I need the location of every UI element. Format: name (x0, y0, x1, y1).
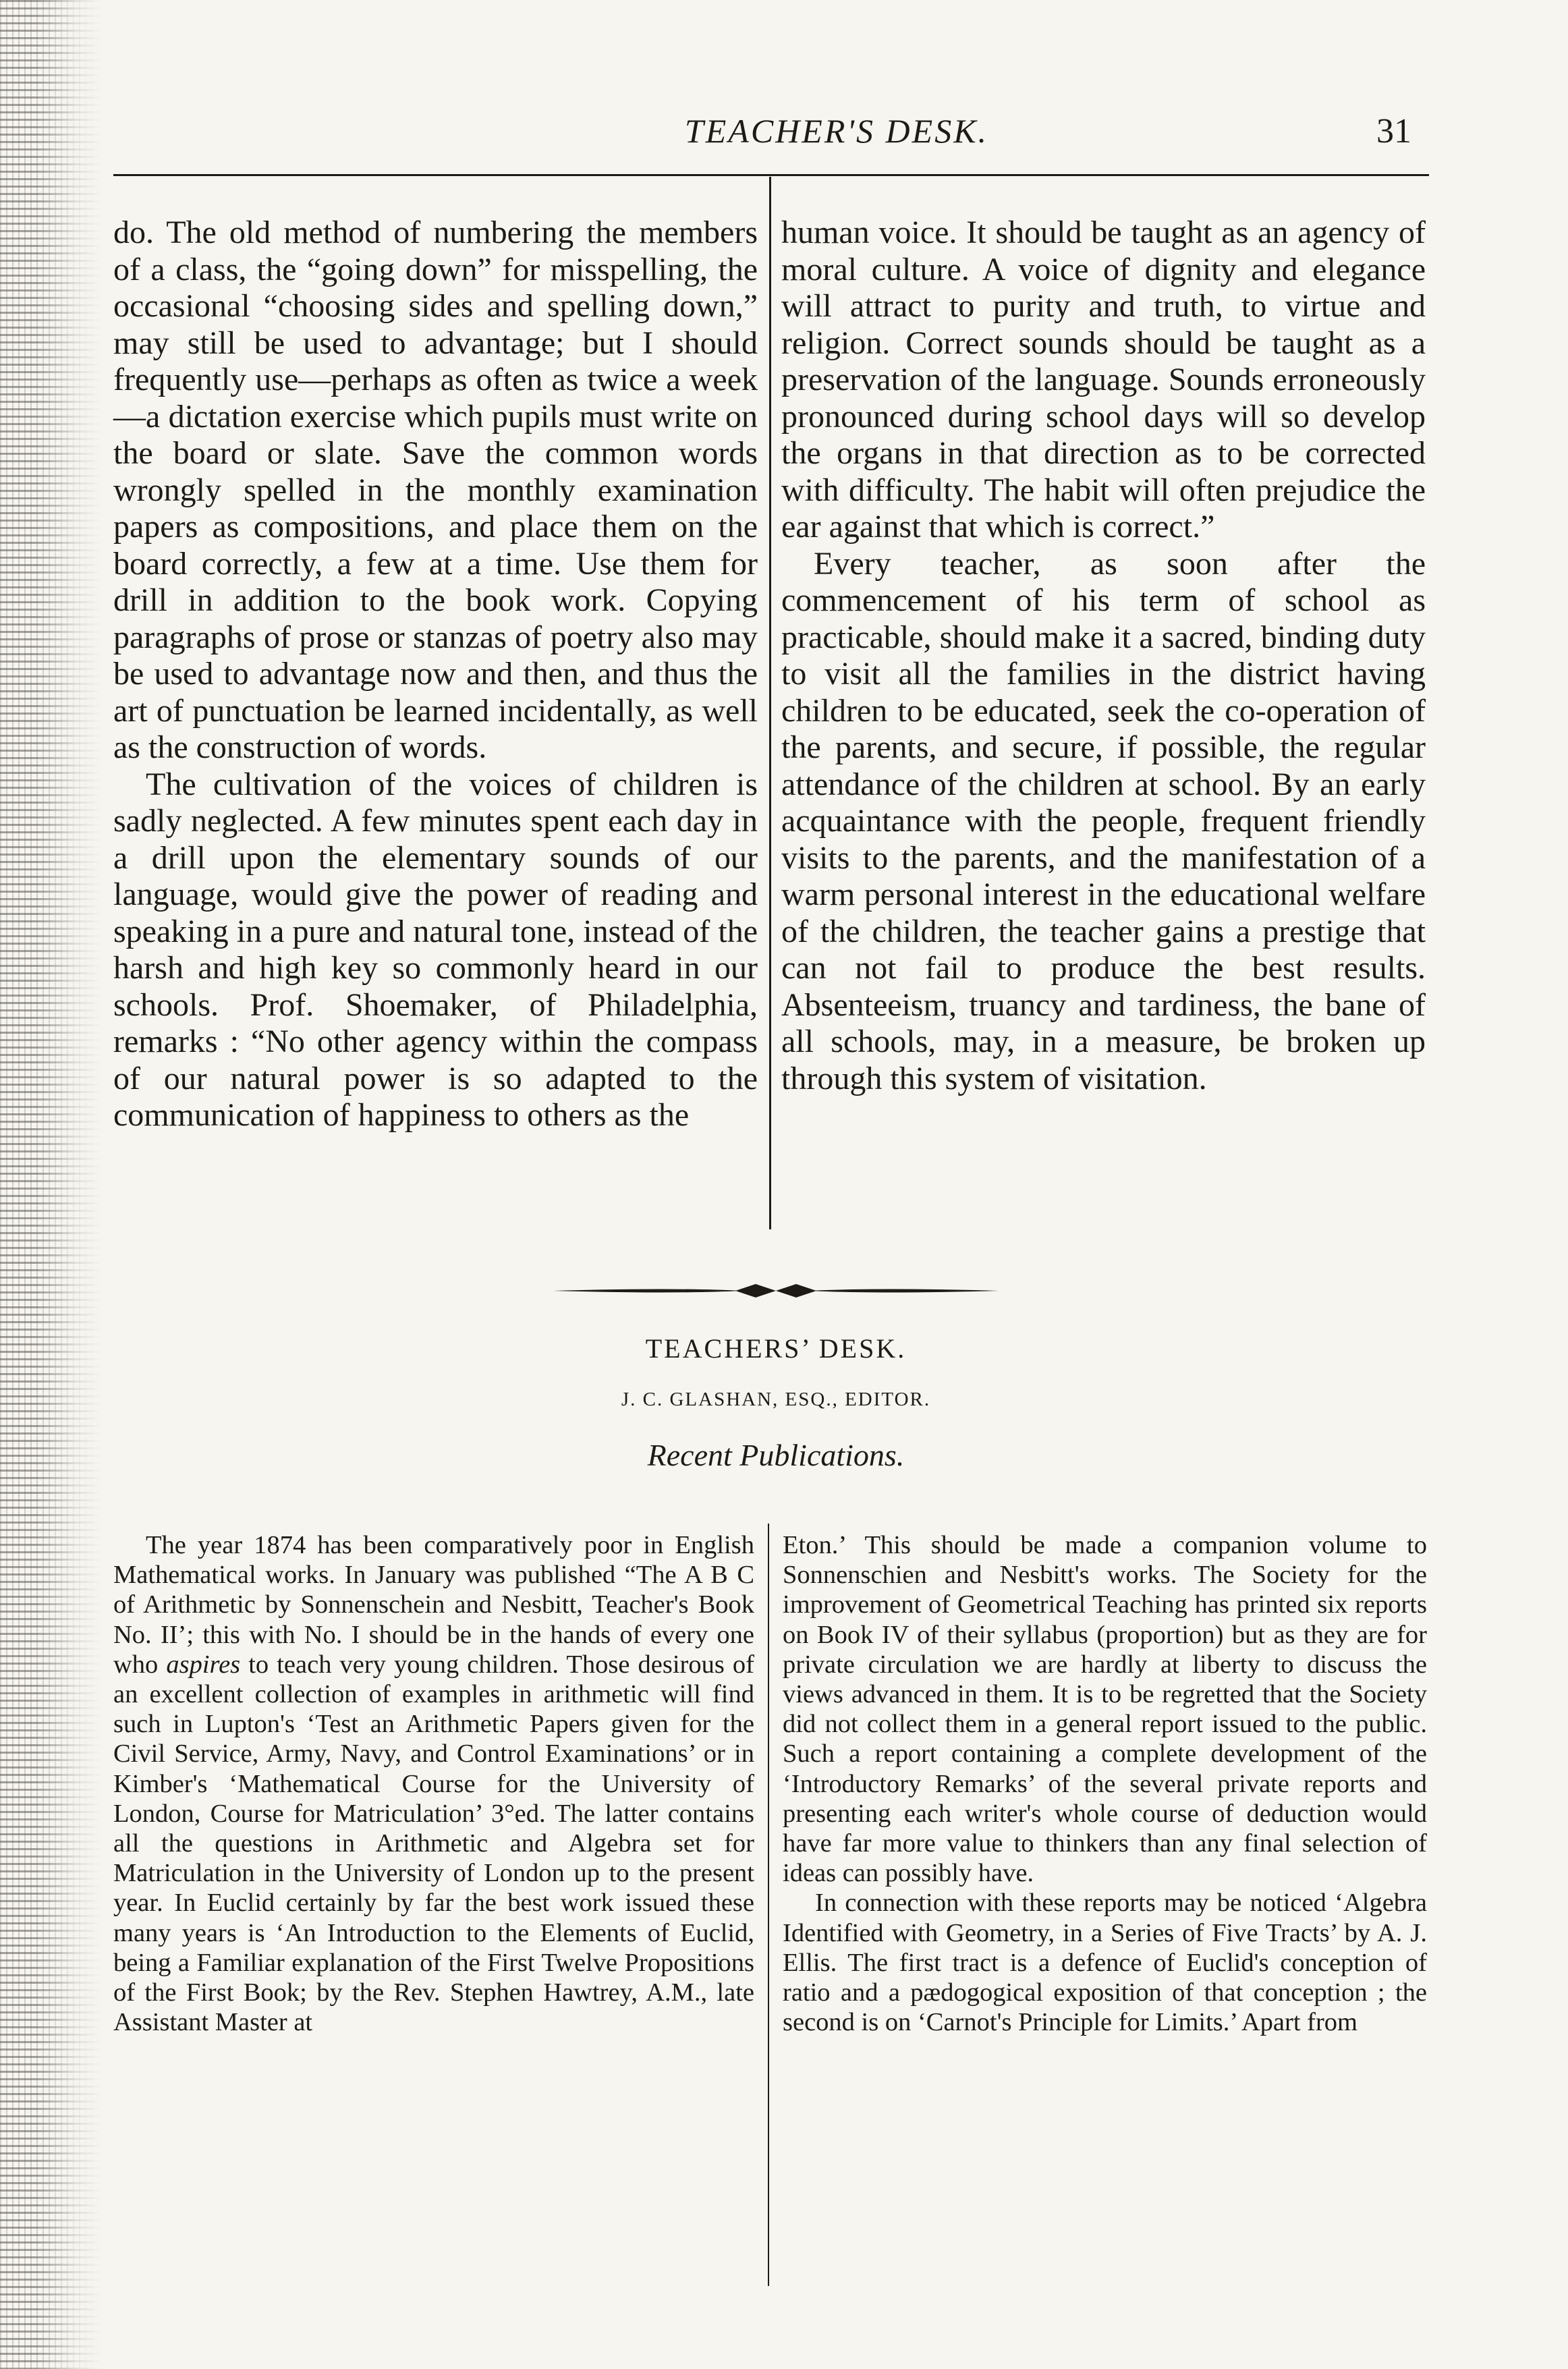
section-subtitle: Recent Publications. (647, 1438, 905, 1472)
text-run: to teach very young children. Those desirous of an excellent collection of examples in arithmetic will find such in Lupton's ‘Test an Arithmetic Papers given for the Civil Service, Army, Navy, and Control Examinations’ or in Kimber's ‘Mathematical Course for the University of London, Course for Matriculation’ 3°ed. The latter contains all the questions in Arithmetic and Algebra set for Matriculation in the University of London up to the present year. In Euclid certainly by far the best work issued these many years is ‘An Introduction to the Elements of Euclid, being a Familiar explanation of the First Twelve Propositions of the First Book; by the Rev. Stephen Hawtrey, A.M., late Assistant Master at (113, 1650, 754, 2037)
text-run: The year 1874 has been comparatively poor in English Mathematical works. In January was published “The A B C of Arithmetic by Sonnenschein and Nesbitt, Teacher's Book No. II’; this with No. I should be in the hands of every one who (113, 1531, 754, 1679)
lower-left-column (113, 1530, 754, 2037)
binding-gutter (0, 0, 101, 2369)
column-divider (769, 177, 771, 1229)
paragraph: do. The old method of numbering the members of a class, the “going down” for misspelling, the occasional “choosing sides and spelling down,” may still be used to advantage; but I should frequently use—perhaps as often as twice a week—a dictation exercise which pupils must write on the board or slate. Save the common words wrongly spelled in the monthly examination papers as compositions, and place them on the board correctly, a few at a time. Use them for drill in addition to the book work. Copying paragraphs of prose or stanzas of poetry also may be used to advantage now and then, and thus the art of punctuation be learned incidentally, as well as the construction of words. (113, 215, 758, 765)
text-run: Eton.’ This should be made a companion volume to Sonnenschien and Nesbitt's works. The Society for the improvement of Geometrical Teaching has printed six reports on Book IV of their syllabus (proportion) but as they are for private circulation we are hardly at liberty to discuss the views advanced in them. It is to be regretted that the Society did not collect them in a general report issued to the public. Such a report containing a complete development of the ‘Introductory Remarks’ of the several private reports and presenting each writer's whole course of deduction would have far more value to thinkers than any final selection of ideas can possibly have. (783, 1531, 1427, 1888)
upper-right-column (781, 215, 1426, 1097)
column-divider (768, 1524, 769, 2286)
editor-line: J. C. GLASHAN, ESQ., EDITOR. (621, 1389, 931, 1410)
italic-run: aspires (166, 1650, 241, 1679)
running-title: TEACHER'S DESK. (684, 112, 989, 150)
paragraph (113, 1530, 754, 2037)
paragraph: The cultivation of the voices of children is sadly neglected. A few minutes spent each day in a drill upon the elementary sounds of our language, would give the power of reading and speaking in a pure and natural tone, instead of the harsh and high key so commonly heard in our schools. Prof. Shoemaker, of Philadelphia, remarks : “No other agency within the compass of our natural power is so adapted to the communication of happiness to others as the (113, 766, 758, 1133)
header-rule (113, 174, 1429, 176)
upper-left-column (113, 215, 758, 1134)
paragraph (783, 1888, 1427, 2037)
section-title: TEACHERS’ DESK. (645, 1333, 907, 1364)
paragraph: Every teacher, as soon after the commencement of his term of school as practicable, should make it a sacred, binding duty to visit all the families in the district having children to be educated, seek the co-operation of the parents, and secure, if possible, the regular attendance of the children at school. By an early acquaintance with the people, frequent friendly visits to the parents, and the manifestation of a warm personal interest in the educational welfare of the children, the teacher gains a prestige that can not fail to produce the best results. Absenteeism, truancy and tardiness, the bane of all schools, may, in a measure, be broken up through this system of visitation. (781, 545, 1426, 1096)
ornamental-rule (540, 1279, 1012, 1303)
paragraph (783, 1530, 1427, 1888)
page-number: 31 (1376, 112, 1411, 150)
text-run: In connection with these reports may be noticed ‘Algebra Identified with Geometry, in a Series of Five Tracts’ by A. J. Ellis. The first tract is a defence of Euclid's conception of ratio and a pædogogical exposition of that conception ; the second is on ‘Carnot's Principle for Limits.’ Apart from (783, 1889, 1427, 2037)
paragraph: human voice. It should be taught as an agency of moral culture. A voice of dignity and elegance will attract to purity and truth, to virtue and religion. Correct sounds should be taught as a preservation of the language. Sounds erroneously pronounced during school days will so develop the organs in that direction as to be corrected with difficulty. The habit will often prejudice the ear against that which is correct.” (781, 215, 1426, 545)
lower-right-column (783, 1530, 1427, 2037)
